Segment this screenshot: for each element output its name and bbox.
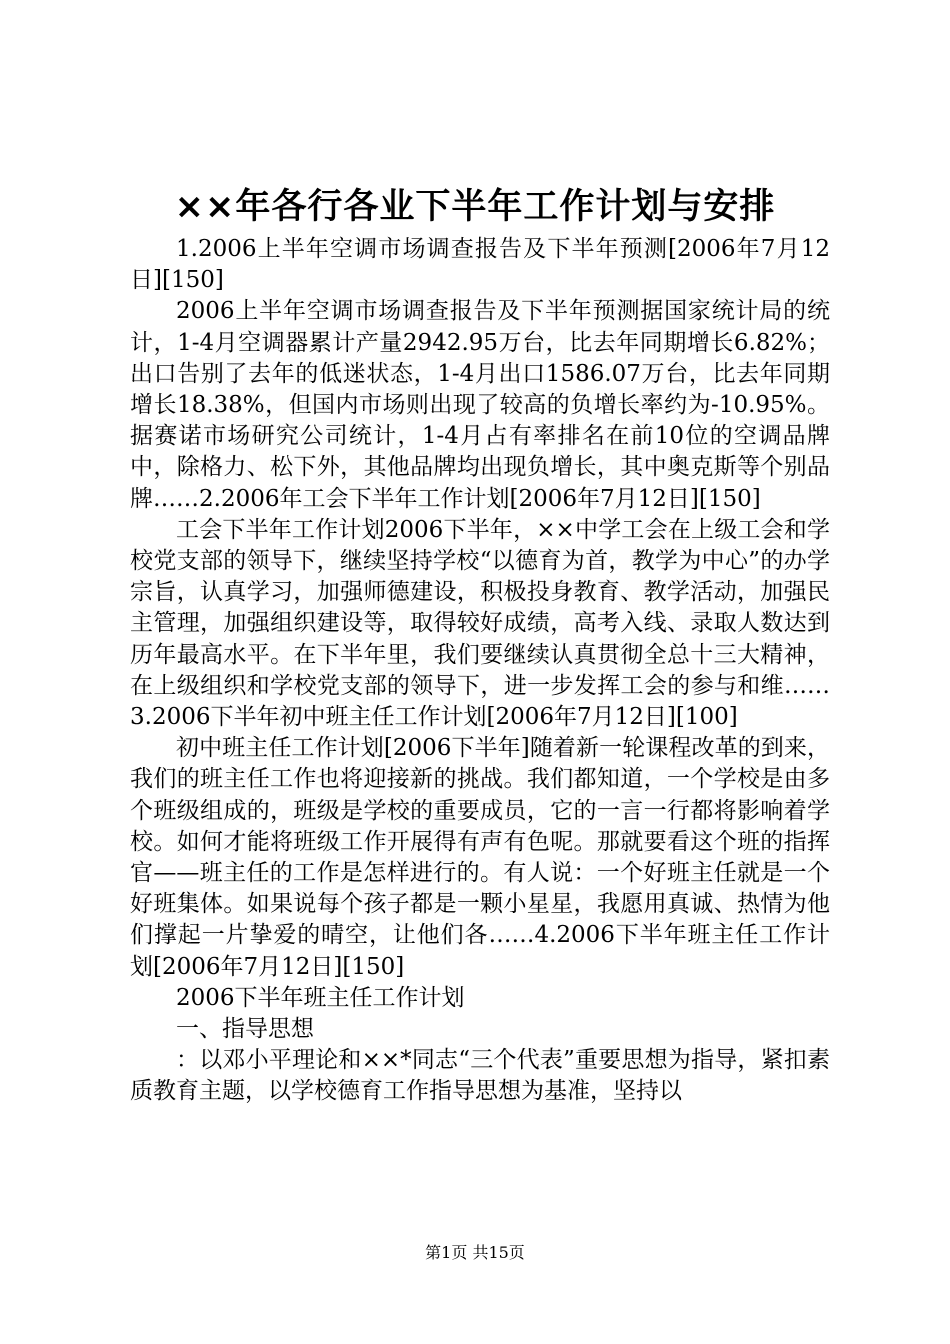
paragraph-guiding-idea: ：以邓小平理论和××*同志“三个代表”重要思想为指导，紧扣素质教育主题，以学校德育工作指导思想为基准，坚持以 — [130, 1047, 830, 1105]
document-body — [130, 234, 830, 1108]
paragraph-union-plan: 工会下半年工作计划2006下半年，××中学工会在上级工会和学校党支部的领导下，继续坚持学校“以德育为首，教学为中心”的办学宗旨，认真学习，加强师德建设，积极投身教育、教学活动，加强民主管理，加强组织建设等，取得较好成绩，高考入线、录取人数达到历年最高水平。在下半年里，我们要继续认真贯彻全总十三大精神，在上级组织和学校党支部的领导下，进一步发挥工会的参与和维……3.2006下半年初中班主任工作计划[2006年7月12日][100] — [130, 516, 830, 731]
subsection-heading: 一、指导思想 — [176, 1016, 314, 1043]
page-footer: 第1页 共15页 — [425, 1243, 525, 1262]
paragraph-class-teacher-plan: 初中班主任工作计划[2006下半年]随着新一轮课程改革的到来，我们的班主任工作也将迎接新的挑战。我们都知道，一个学校是由多个班级组成的，班级是学校的重要成员，它的一言一行都将影响着学校。如何才能将班级工作开展得有声有色呢。那就要看这个班的指挥官——班主任的工作是怎样进行的。有人说：一个好班主任就是一个好班集体。如果说每个孩子都是一颗小星星，我愿用真诚、热情为他们撑起一片挚爱的晴空，让他们各……4.2006下半年班主任工作计划[2006年7月12日][150] — [130, 735, 830, 980]
section-heading: 2006下半年班主任工作计划 — [176, 984, 465, 1011]
paragraph-item-1: 1.2006上半年空调市场调查报告及下半年预测[2006年7月12日][150] — [130, 236, 830, 294]
paragraph-market-report: 2006上半年空调市场调查报告及下半年预测据国家统计局的统计，1-4月空调器累计产量2942.95万台，比去年同期增长6.82%；出口告别了去年的低迷状态，1-4月出口1586.07万台，比去年同期增长18.38%，但国内市场则出现了较高的负增长率约为-10.95%。据赛诺市场研究公司统计，1-4月占有率排名在前10位的空调品牌中，除格力、松下外，其他品牌均出现负增长，其中奥克斯等个别品牌……2.2006年工会下半年工作计划[2006年7月12日][150] — [130, 298, 830, 512]
page-title: ××年各行各业下半年工作计划与安排 — [174, 187, 776, 227]
